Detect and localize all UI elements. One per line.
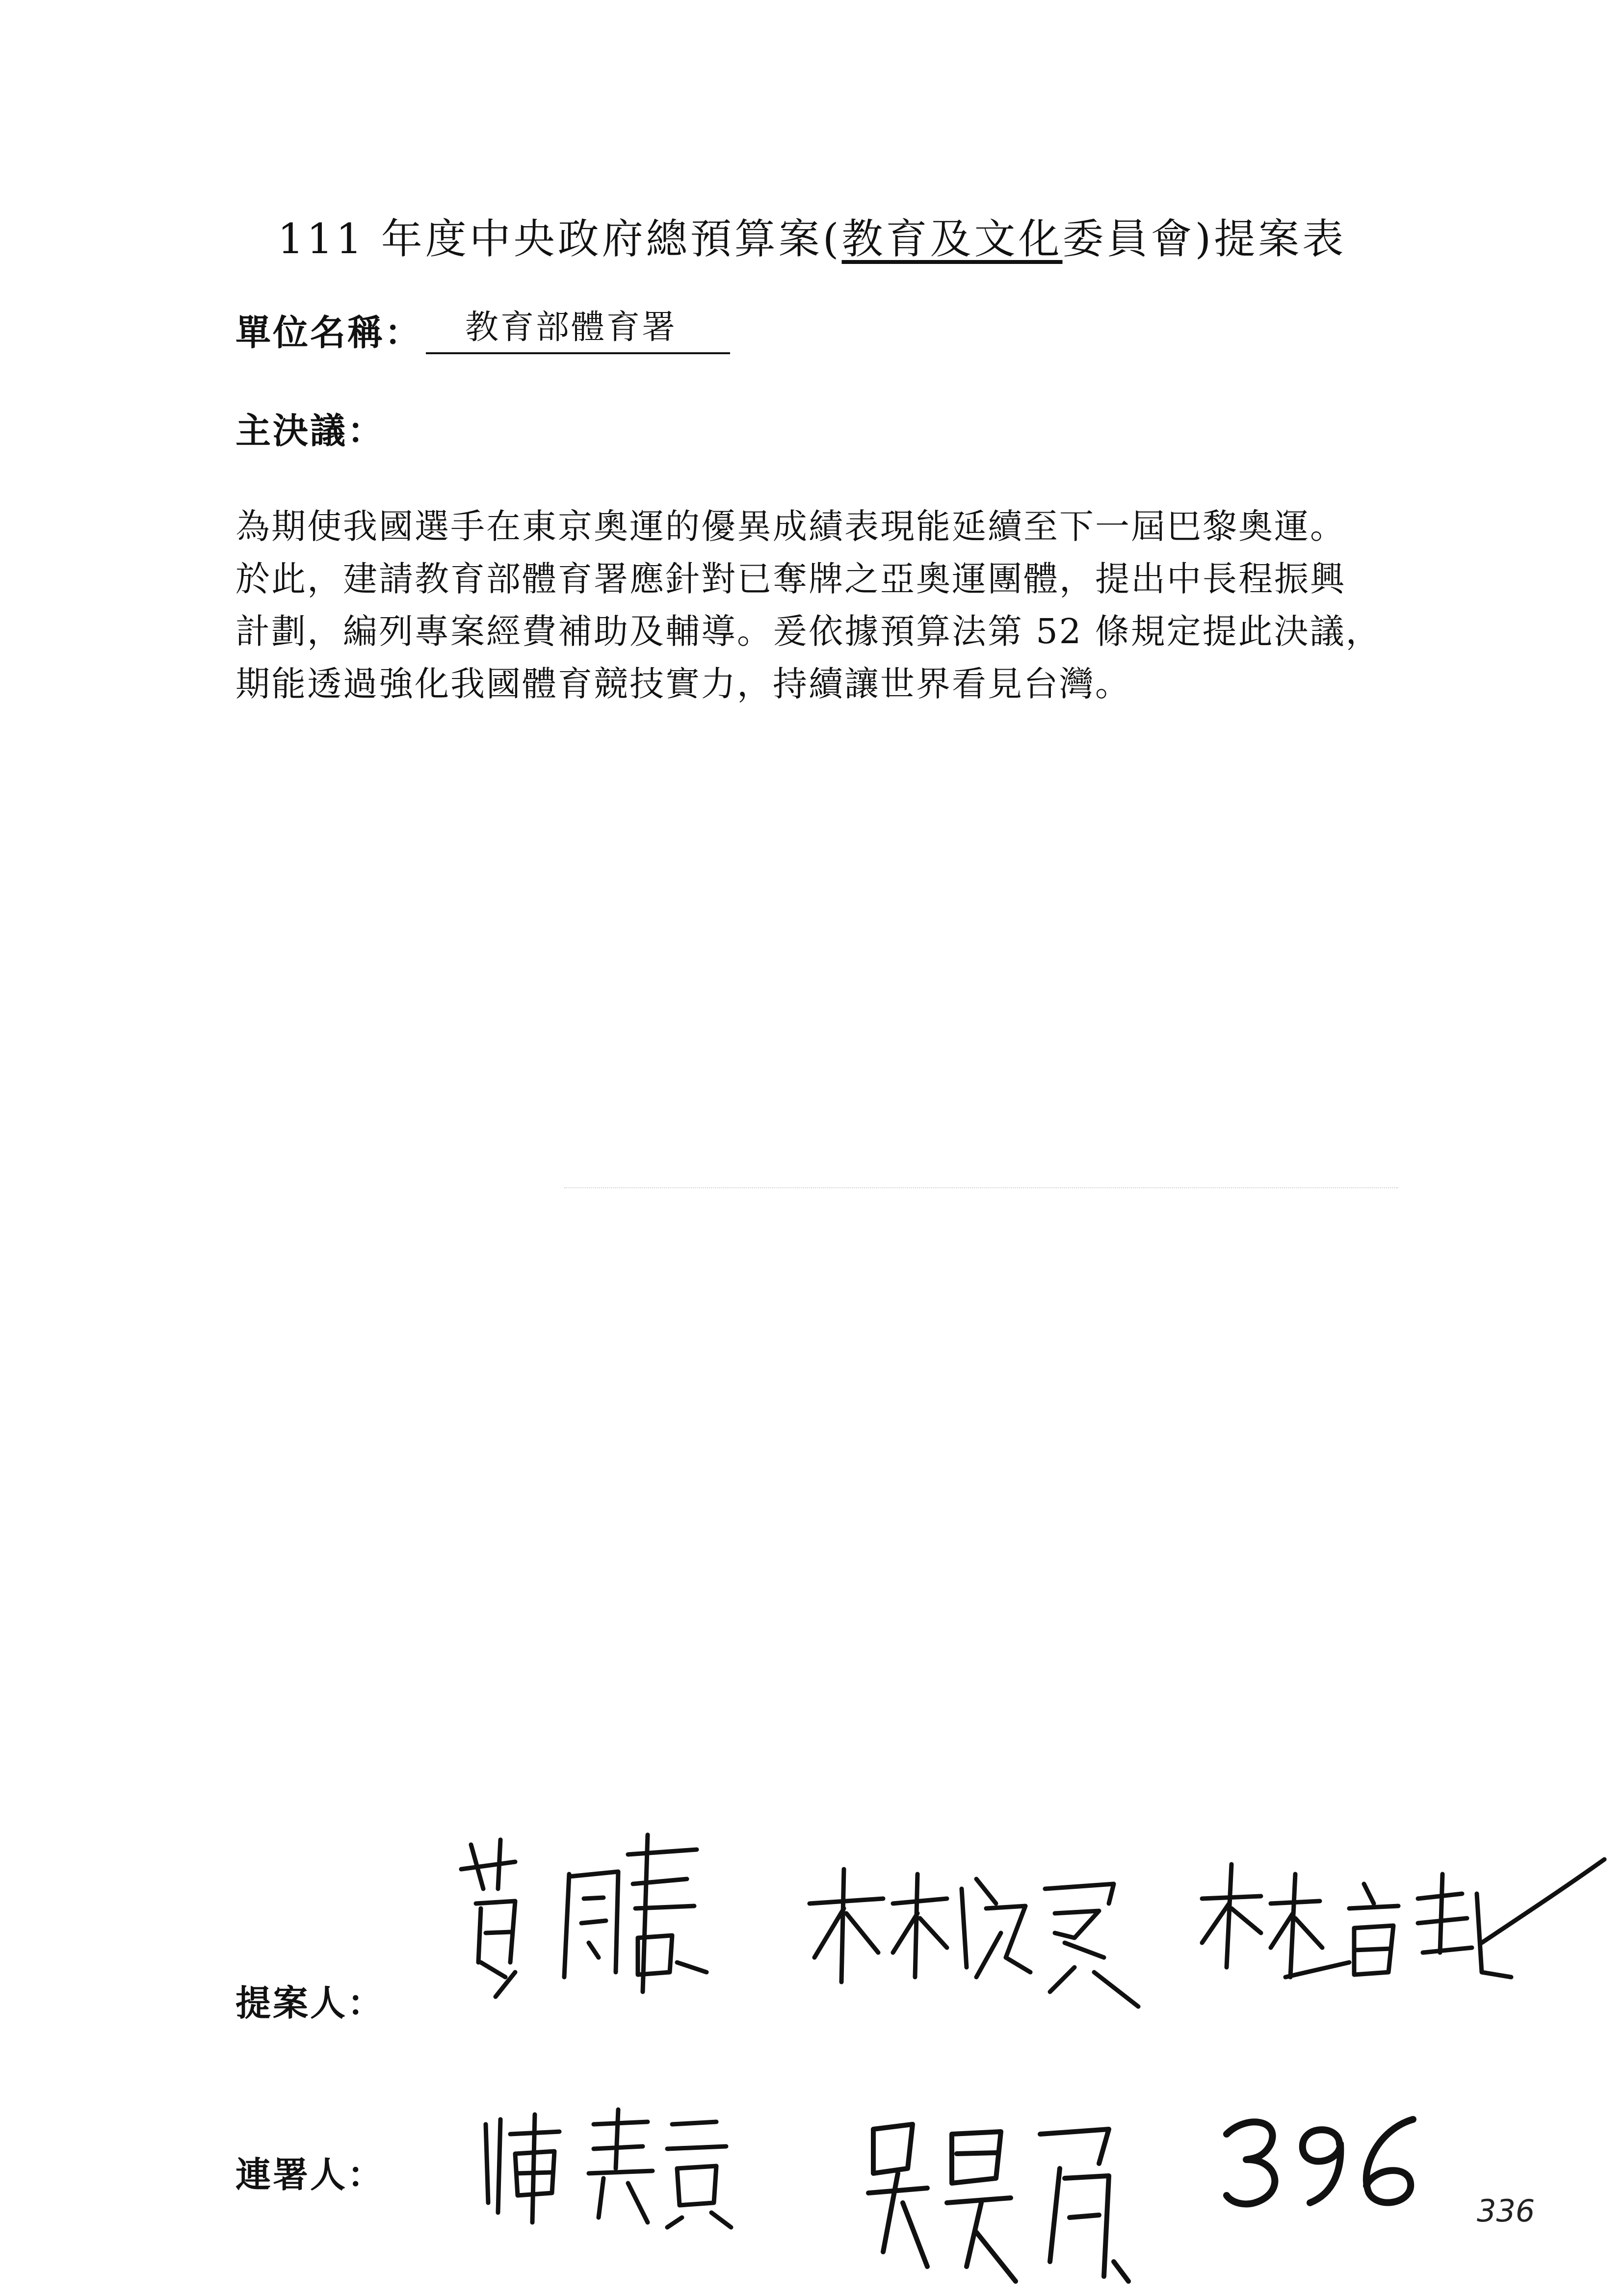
scan-fold-line — [564, 1187, 1398, 1188]
proposer-signature-1 — [442, 1815, 716, 2011]
proposer-signature-2 — [800, 1859, 1143, 2016]
resolution-text — [236, 500, 1438, 710]
resolution-line: 計劃，編列專案經費補助及輔導。爰依據預算法第 52 條規定提此決議， — [236, 611, 1382, 652]
unit-value: 教育部體育署 — [426, 303, 730, 354]
cosigner-handwritten-number — [1217, 2105, 1423, 2213]
title-committee: 教育及文化 — [841, 215, 1063, 263]
resolution-line: 於此，建請教育部體育署應針對已奪牌之亞奧運團體，提出中長程振興 — [236, 559, 1346, 599]
cosigner-signature-2 — [854, 2105, 1187, 2296]
page-number: 336 — [1477, 2193, 1535, 2229]
form-title — [0, 206, 1624, 265]
title-suffix: 委員會)提案表 — [1062, 215, 1347, 263]
proposer-signature-3 — [1187, 1854, 1609, 2021]
cosigner-signature-1 — [471, 2105, 746, 2232]
resolution-line: 為期使我國選手在東京奧運的優異成績表現能延續至下一屆巴黎奧運。 — [236, 506, 1346, 547]
title-prefix: 111 年度中央政府總預算案( — [277, 215, 842, 263]
resolution-line: 期能透過強化我國體育競技實力，持續讓世界看見台灣。 — [236, 664, 1131, 704]
cosigners-label: 連署人： — [236, 2154, 385, 2195]
resolution-label: 主決議： — [236, 410, 385, 451]
unit-label: 單位名稱： — [236, 312, 422, 353]
proposers-label: 提案人： — [236, 1983, 385, 2024]
